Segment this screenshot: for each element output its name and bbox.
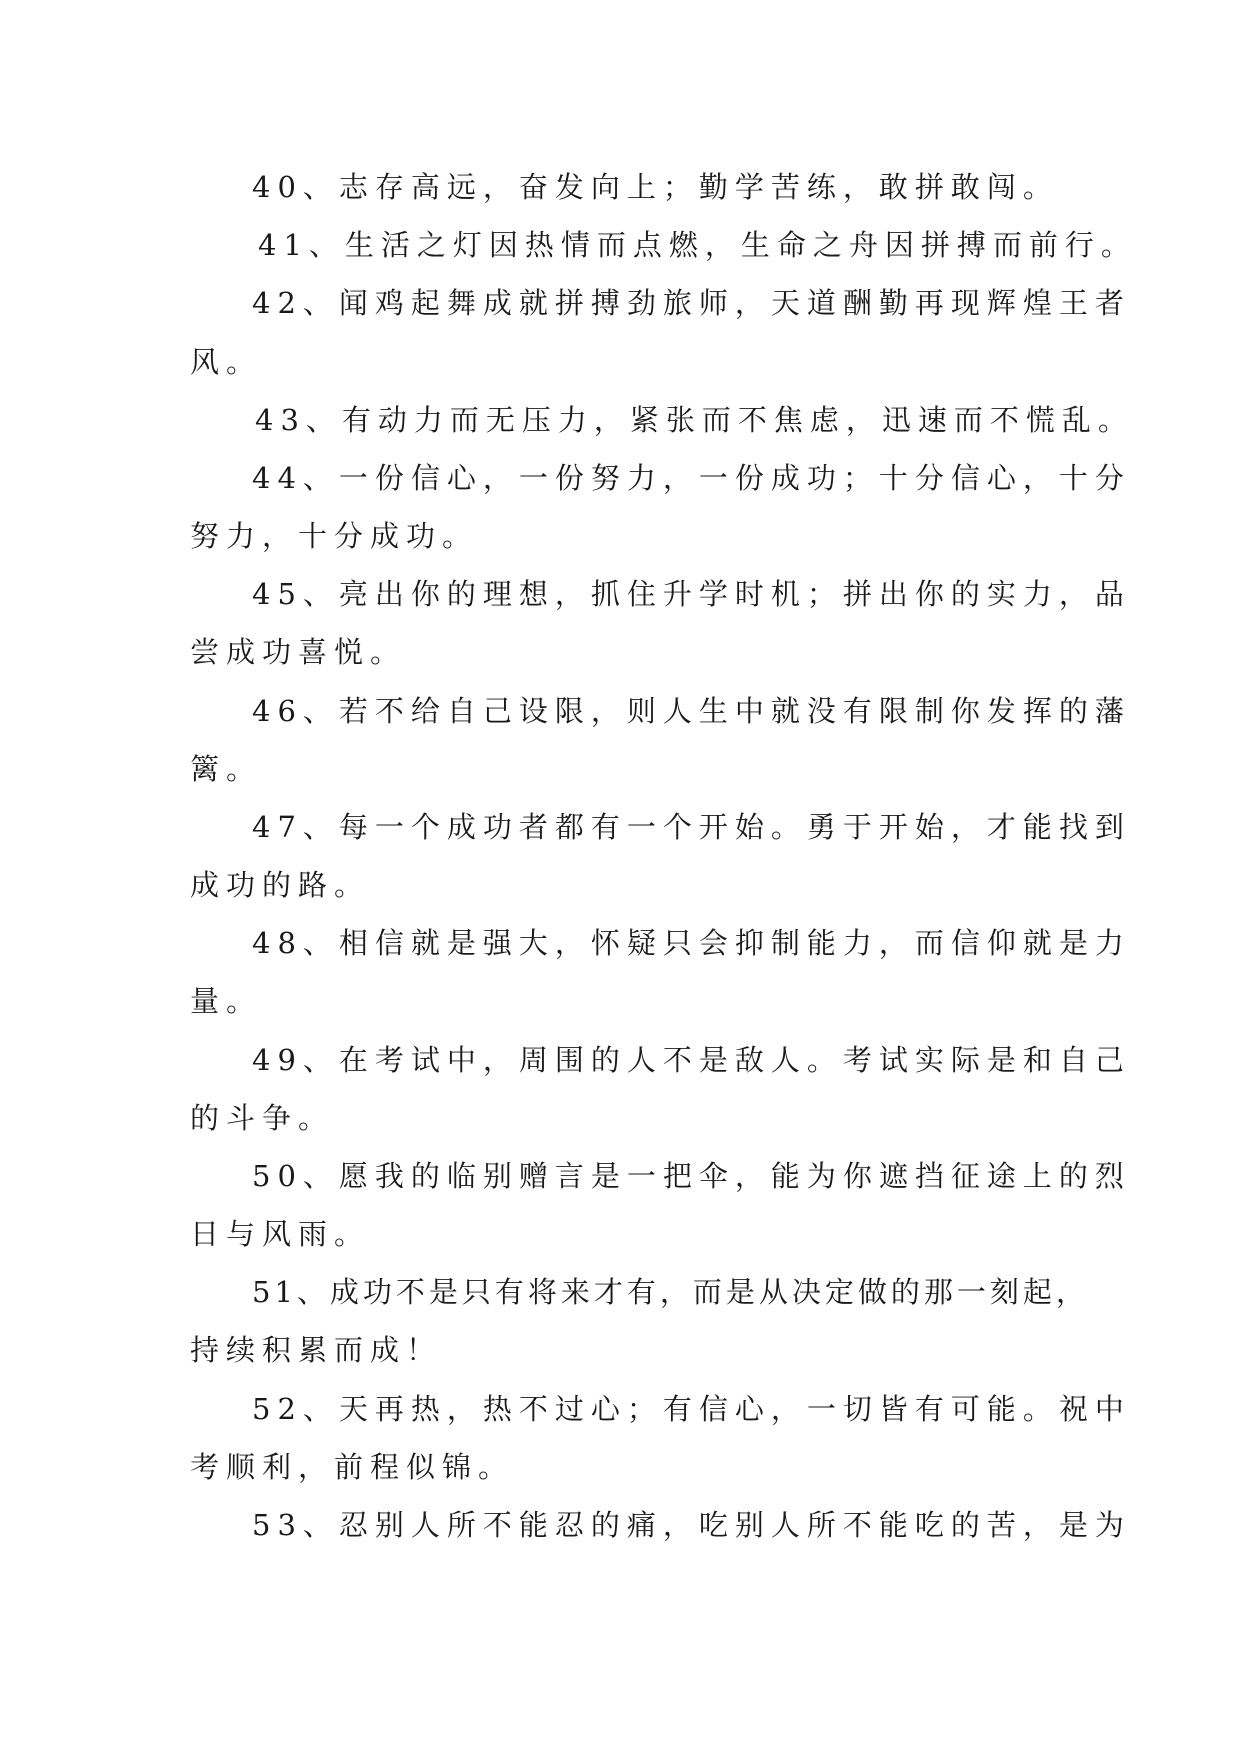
text-line-41: 41、生活之灯因热情而点燃，生命之舟因拼搏而前行。 (258, 228, 1137, 262)
text-line-52-cont: 考顺利，前程似锦。 (190, 1450, 515, 1484)
text-line-43: 43、有动力而无压力，紧张而不焦虑，迅速而不慌乱。 (255, 403, 1134, 437)
text-line-51: 51、成功不是只有将来才有，而是从决定做的那一刻起， (252, 1275, 1089, 1309)
text-line-50: 50、愿我的临别赠言是一把伞，能为你遮挡征途上的烈 (252, 1159, 1131, 1193)
text-line-44-cont: 努力，十分成功。 (190, 519, 479, 553)
text-line-47: 47、每一个成功者都有一个开始。勇于开始，才能找到 (252, 810, 1131, 844)
text-line-53: 53、忍别人所不能忍的痛，吃别人所不能吃的苦，是为 (252, 1508, 1131, 1542)
text-line-45-cont: 尝成功喜悦。 (190, 635, 407, 669)
text-line-48: 48、相信就是强大，怀疑只会抑制能力，而信仰就是力 (252, 926, 1131, 960)
text-line-42-cont: 风。 (190, 345, 263, 379)
text-line-52: 52、天再热，热不过心；有信心，一切皆有可能。祝中 (252, 1392, 1131, 1426)
text-line-51-cont: 持续积累而成！ (190, 1333, 443, 1367)
text-line-50-cont: 日与风雨。 (190, 1217, 371, 1251)
text-line-45: 45、亮出你的理想，抓住升学时机；拼出你的实力，品 (252, 577, 1131, 611)
text-line-42: 42、闻鸡起舞成就拼搏劲旅师，天道酬勤再现辉煌王者 (252, 286, 1131, 320)
text-line-44: 44、一份信心，一份努力，一份成功；十分信心，十分 (252, 461, 1131, 495)
text-line-40: 40、志存高远，奋发向上；勤学苦练，敢拼敢闯。 (252, 170, 1059, 204)
text-line-49: 49、在考试中，周围的人不是敌人。考试实际是和自己 (252, 1043, 1131, 1077)
text-line-49-cont: 的斗争。 (190, 1101, 335, 1135)
text-line-48-cont: 量。 (190, 984, 263, 1018)
text-line-47-cont: 成功的路。 (190, 868, 371, 902)
text-line-46: 46、若不给自己设限，则人生中就没有限制你发挥的藩 (252, 694, 1131, 728)
text-line-46-cont: 篱。 (190, 752, 263, 786)
